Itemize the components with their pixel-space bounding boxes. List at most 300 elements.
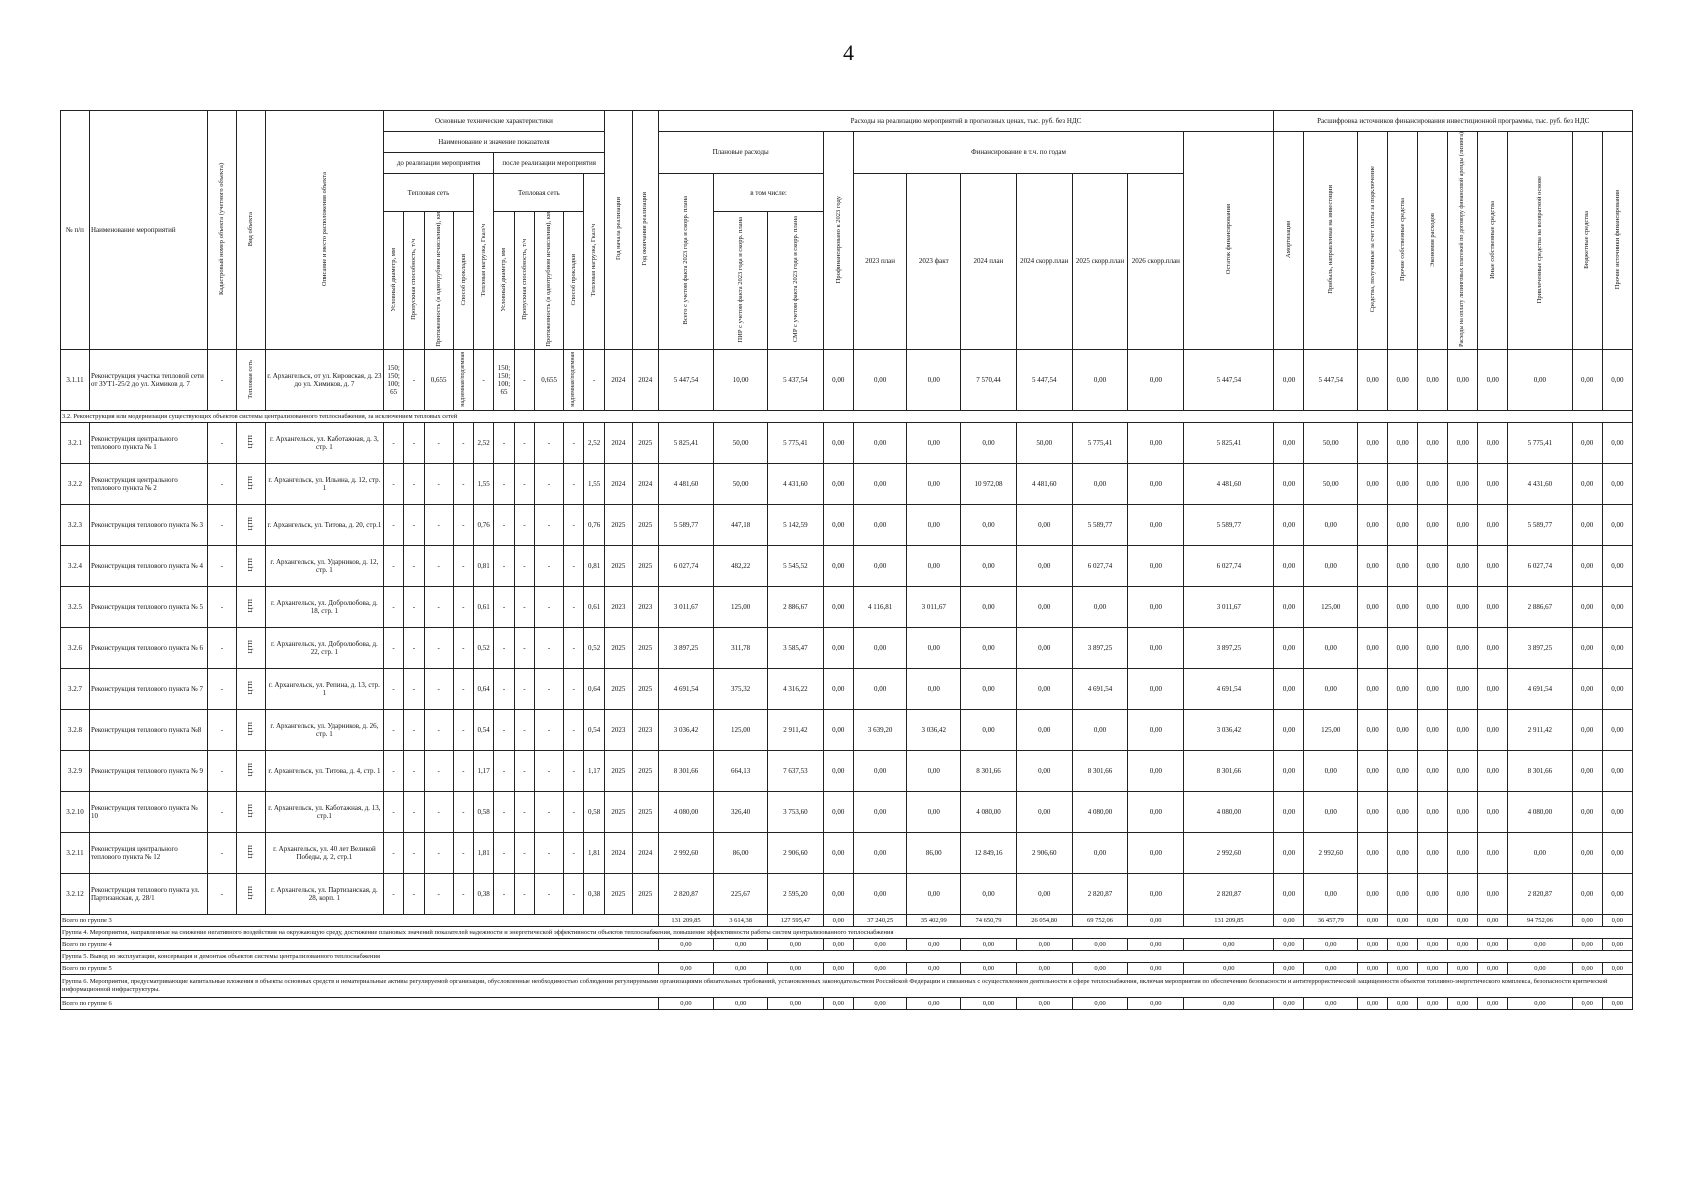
cell-value: 5 775,41 <box>1072 422 1128 463</box>
cell-value: 0,00 <box>1388 463 1418 504</box>
cell-cap2: - <box>514 545 534 586</box>
total-label: Всего по группе 5 <box>61 962 659 974</box>
cell-len: - <box>424 422 453 463</box>
cell-value: 0,00 <box>1388 627 1418 668</box>
cell-value: 225,67 <box>714 873 768 914</box>
cell-lay: - <box>453 586 473 627</box>
cell-cap: - <box>404 627 424 668</box>
cell-value: 2 820,87 <box>1184 873 1274 914</box>
cell-value: 5 447,54 <box>1304 349 1358 410</box>
total-value: 0,00 <box>658 997 714 1009</box>
total-value: 0,00 <box>823 938 853 950</box>
col-remain: Остаток финансирования <box>1184 132 1274 350</box>
cell-year-end: 2025 <box>632 750 658 791</box>
cell-year-end: 2025 <box>632 873 658 914</box>
total-value: 0,00 <box>1304 962 1358 974</box>
cell-value: 0,00 <box>823 709 853 750</box>
cell-value: 0,00 <box>1478 422 1508 463</box>
cell-diam: - <box>383 422 403 463</box>
cell-no: 3.2.4 <box>61 545 90 586</box>
cell-value: 2 911,42 <box>767 709 823 750</box>
cell-diam: - <box>383 668 403 709</box>
cell-value: 0,00 <box>1418 586 1448 627</box>
cell-value: 7 637,53 <box>767 750 823 791</box>
cell-value: 0,00 <box>1016 873 1072 914</box>
total-value: 0,00 <box>1508 962 1572 974</box>
cell-value: 4 431,60 <box>767 463 823 504</box>
cell-diam2: - <box>494 545 514 586</box>
cell-value: 0,00 <box>907 668 961 709</box>
cell-value: 0,00 <box>1072 832 1128 873</box>
col-2024-corr: 2024 скорр.план <box>1016 174 1072 350</box>
col-2026-corr: 2026 скорр.план <box>1128 174 1184 350</box>
cell-lay2: - <box>564 627 584 668</box>
cell-value: 0,00 <box>1478 349 1508 410</box>
total-value: 0,00 <box>1072 962 1128 974</box>
cell-cap2: - <box>514 832 534 873</box>
table-row <box>61 586 1633 627</box>
cell-value: 0,00 <box>1072 586 1128 627</box>
cell-value: 0,00 <box>1128 422 1184 463</box>
col-load-after: Тепловая нагрузка, Гкал/ч <box>584 174 605 350</box>
cell-value: 0,00 <box>1128 504 1184 545</box>
cell-value: 0,00 <box>1478 668 1508 709</box>
cell-lay2: - <box>564 463 584 504</box>
cell-year-end: 2025 <box>632 791 658 832</box>
table-row <box>61 545 1633 586</box>
cell-value: 2 992,60 <box>1304 832 1358 873</box>
cell-value: 0,00 <box>1358 750 1388 791</box>
cell-value: 0,00 <box>1274 504 1304 545</box>
cell-value: 0,00 <box>1602 668 1632 709</box>
cell-type-label: ЦТП <box>247 599 255 613</box>
cell-value: 3 897,25 <box>1072 627 1128 668</box>
cell-value: 4 481,60 <box>1184 463 1274 504</box>
cell-type <box>236 750 265 791</box>
cell-loc: г. Архангельск, ул. Ударников, д. 26, стр. 1 <box>265 709 383 750</box>
cell-diam: 150; 150; 100; 65 <box>383 349 403 410</box>
cell-value: 0,00 <box>823 791 853 832</box>
cell-len: 0,655 <box>424 349 453 410</box>
cell-value: 0,00 <box>1602 832 1632 873</box>
cell-lay2: - <box>564 586 584 627</box>
cell-value: 6 027,74 <box>1072 545 1128 586</box>
table-row <box>61 873 1633 914</box>
cell-value: 0,00 <box>1448 873 1478 914</box>
cell-cad: - <box>207 709 236 750</box>
group-row <box>61 950 1633 962</box>
cell-load: 0,52 <box>473 627 493 668</box>
cell-type <box>236 627 265 668</box>
cell-value: 0,00 <box>1274 627 1304 668</box>
cell-value: 4 080,00 <box>1508 791 1572 832</box>
cell-value: 0,00 <box>1388 709 1418 750</box>
cell-year-start: 2025 <box>604 504 632 545</box>
cell-value: 447,18 <box>714 504 768 545</box>
cell-value: 0,00 <box>1128 709 1184 750</box>
cell-name: Реконструкция теплового пункта № 6 <box>89 627 207 668</box>
group-row <box>61 926 1633 938</box>
cell-value: 3 011,67 <box>658 586 714 627</box>
cell-value: 0,00 <box>1602 791 1632 832</box>
cell-value: 0,00 <box>1388 791 1418 832</box>
cell-value: 0,00 <box>1478 709 1508 750</box>
cell-type <box>236 668 265 709</box>
total-value: 0,00 <box>1418 997 1448 1009</box>
cell-lay2: - <box>564 873 584 914</box>
cell-value: 0,00 <box>907 545 961 586</box>
cell-cap2: - <box>514 750 534 791</box>
cell-value: 5 825,41 <box>1184 422 1274 463</box>
cell-value: 0,00 <box>1016 750 1072 791</box>
cell-loc: г. Архангельск, ул. Добролюбова, д. 22, стр. 1 <box>265 627 383 668</box>
total-value: 0,00 <box>1304 997 1358 1009</box>
cell-value: 3 897,25 <box>1508 627 1572 668</box>
cell-no: 3.2.7 <box>61 668 90 709</box>
cell-value: 5 589,77 <box>1184 504 1274 545</box>
col-2023-plan: 2023 план <box>853 174 907 350</box>
cell-value: 0,00 <box>1508 832 1572 873</box>
cell-value: 0,00 <box>1388 873 1418 914</box>
cell-len: - <box>424 545 453 586</box>
cell-value: 0,00 <box>1016 504 1072 545</box>
col-borrowed: Привлеченные средства на возвратной основе <box>1508 132 1572 350</box>
cell-type <box>236 545 265 586</box>
cell-year-end: 2025 <box>632 627 658 668</box>
cell-value: 0,00 <box>1358 504 1388 545</box>
cell-load2: 0,54 <box>584 709 605 750</box>
cell-value: 0,00 <box>823 463 853 504</box>
cell-diam2: - <box>494 627 514 668</box>
cell-value: 3 897,25 <box>658 627 714 668</box>
cell-diam: - <box>383 463 403 504</box>
cell-load: 1,55 <box>473 463 493 504</box>
total-label: Всего по группе 4 <box>61 938 659 950</box>
cell-load: 1,81 <box>473 832 493 873</box>
cell-value: 0,00 <box>1016 709 1072 750</box>
cell-value: 0,00 <box>1418 832 1448 873</box>
cell-value: 5 825,41 <box>658 422 714 463</box>
total-value: 0,00 <box>1602 997 1632 1009</box>
total-value: 0,00 <box>961 997 1017 1009</box>
cell-value: 0,00 <box>1304 545 1358 586</box>
cell-value: 0,00 <box>1418 545 1448 586</box>
total-value: 0,00 <box>1358 914 1388 926</box>
cell-value: 0,00 <box>1274 873 1304 914</box>
cell-value: 0,00 <box>1128 873 1184 914</box>
cell-value: 0,00 <box>1128 627 1184 668</box>
cell-value: 326,40 <box>714 791 768 832</box>
cell-value: 5 142,59 <box>767 504 823 545</box>
cell-value: 0,00 <box>1128 349 1184 410</box>
cell-value: 0,00 <box>1418 750 1448 791</box>
col-costs: Расходы на реализацию мероприятий в прогнозных ценах, тыс. руб. без НДС <box>658 111 1274 132</box>
cell-year-start: 2025 <box>604 873 632 914</box>
total-value: 0,00 <box>1128 914 1184 926</box>
cell-value: 0,00 <box>1016 586 1072 627</box>
cell-value: 0,00 <box>907 791 961 832</box>
col-diam-before: Условный диаметр, мм <box>383 212 403 350</box>
cell-value: 0,00 <box>961 627 1017 668</box>
cell-type-label: ЦТП <box>247 845 255 859</box>
cell-cad: - <box>207 463 236 504</box>
cell-value: 0,00 <box>1016 791 1072 832</box>
cell-value: 5 447,54 <box>658 349 714 410</box>
cell-name: Реконструкция теплового пункта ул. Партизанская, д. 28/1 <box>89 873 207 914</box>
cell-len: - <box>424 832 453 873</box>
total-value: 0,00 <box>1358 938 1388 950</box>
cell-value: 0,00 <box>853 504 907 545</box>
cell-value: 125,00 <box>1304 586 1358 627</box>
cell-value: 0,00 <box>907 873 961 914</box>
cell-value: 8 301,66 <box>961 750 1017 791</box>
cell-type-label: ЦТП <box>247 763 255 777</box>
cell-loc: г. Архангельск, ул. Титова, д. 20, стр.1 <box>265 504 383 545</box>
cell-diam2: - <box>494 873 514 914</box>
cell-value: 2 820,87 <box>658 873 714 914</box>
cell-value: 0,00 <box>1358 709 1388 750</box>
cell-value: 125,00 <box>714 586 768 627</box>
total-value: 0,00 <box>658 938 714 950</box>
cell-year-end: 2025 <box>632 504 658 545</box>
cell-value: 4 316,22 <box>767 668 823 709</box>
total-value: 0,00 <box>823 914 853 926</box>
total-row <box>61 938 1633 950</box>
cell-value: 0,00 <box>823 750 853 791</box>
cell-len2: - <box>535 627 564 668</box>
total-value: 0,00 <box>1572 997 1602 1009</box>
cell-value: 0,00 <box>823 504 853 545</box>
cell-value: 3 753,60 <box>767 791 823 832</box>
total-value: 36 457,79 <box>1304 914 1358 926</box>
cell-value: 5 589,77 <box>1072 504 1128 545</box>
cell-cad: - <box>207 750 236 791</box>
cell-value: 0,00 <box>1388 349 1418 410</box>
cell-value: 0,00 <box>1508 349 1572 410</box>
total-value: 0,00 <box>1358 962 1388 974</box>
total-value: 0,00 <box>1016 962 1072 974</box>
cell-diam: - <box>383 791 403 832</box>
cell-year-end: 2024 <box>632 349 658 410</box>
total-value: 131 209,85 <box>658 914 714 926</box>
cell-loc: г. Архангельск, ул. Ильина, д. 12, стр. 1 <box>265 463 383 504</box>
cell-value: 0,00 <box>1572 349 1602 410</box>
cell-diam: - <box>383 709 403 750</box>
cell-cap: - <box>404 349 424 410</box>
cell-len: - <box>424 463 453 504</box>
total-value: 0,00 <box>853 962 907 974</box>
cell-value: 8 301,66 <box>1072 750 1128 791</box>
cell-value: 0,00 <box>823 422 853 463</box>
cell-value: 4 691,54 <box>1184 668 1274 709</box>
total-value: 0,00 <box>907 938 961 950</box>
cell-name: Реконструкция центрального теплового пункта № 12 <box>89 832 207 873</box>
cell-load2: 0,81 <box>584 545 605 586</box>
cell-len: - <box>424 709 453 750</box>
cell-len2: - <box>535 709 564 750</box>
cell-no: 3.2.3 <box>61 504 90 545</box>
cell-load: 1,17 <box>473 750 493 791</box>
cell-value: 86,00 <box>907 832 961 873</box>
cell-value: 0,00 <box>853 791 907 832</box>
cell-value: 4 080,00 <box>658 791 714 832</box>
cell-value: 0,00 <box>1418 627 1448 668</box>
cell-len2: - <box>535 504 564 545</box>
total-value: 0,00 <box>1602 914 1632 926</box>
cell-value: 6 027,74 <box>658 545 714 586</box>
col-leasing: Расходы на оплату лизинговых платежей по договору финансовой аренды (лизинга) <box>1448 132 1478 350</box>
cell-value: 0,00 <box>1572 873 1602 914</box>
cell-year-end: 2025 <box>632 545 658 586</box>
cell-lay: - <box>453 627 473 668</box>
cell-lay: - <box>453 504 473 545</box>
cell-cap: - <box>404 750 424 791</box>
cell-value: 3 011,67 <box>1184 586 1274 627</box>
cell-value: 0,00 <box>1304 668 1358 709</box>
col-savings: Экономия расходов <box>1418 132 1448 350</box>
cell-value: 0,00 <box>1358 832 1388 873</box>
cell-value: 12 849,16 <box>961 832 1017 873</box>
cell-value: 5 589,77 <box>1508 504 1572 545</box>
cell-lay2: - <box>564 832 584 873</box>
total-value: 0,00 <box>1478 997 1508 1009</box>
cell-value: 0,00 <box>1602 349 1632 410</box>
total-value: 0,00 <box>1508 997 1572 1009</box>
total-value: 0,00 <box>658 962 714 974</box>
cell-diam: - <box>383 545 403 586</box>
cell-value: 0,00 <box>1274 349 1304 410</box>
cell-diam: - <box>383 873 403 914</box>
cell-value: 3 011,67 <box>907 586 961 627</box>
cell-load: 0,64 <box>473 668 493 709</box>
cell-lay: - <box>453 832 473 873</box>
cell-value: 0,00 <box>1572 750 1602 791</box>
cell-value: 4 080,00 <box>961 791 1017 832</box>
cell-value: 482,22 <box>714 545 768 586</box>
cell-value: 2 906,60 <box>767 832 823 873</box>
cell-value: 0,00 <box>1572 545 1602 586</box>
total-row <box>61 997 1633 1009</box>
cell-value: 0,00 <box>907 504 961 545</box>
total-value: 0,00 <box>714 938 768 950</box>
cell-diam2: - <box>494 422 514 463</box>
cell-value: 0,00 <box>1448 504 1478 545</box>
table-row <box>61 791 1633 832</box>
cell-name: Реконструкция теплового пункта № 10 <box>89 791 207 832</box>
cell-value: 0,00 <box>1016 668 1072 709</box>
total-value: 0,00 <box>1448 997 1478 1009</box>
total-value: 0,00 <box>767 938 823 950</box>
cell-value: 5 447,54 <box>1016 349 1072 410</box>
cell-no: 3.2.8 <box>61 709 90 750</box>
col-before: до реализации мероприятия <box>383 153 493 174</box>
cell-cap2: - <box>514 463 534 504</box>
total-value: 0,00 <box>1388 914 1418 926</box>
cell-type-label: ЦТП <box>247 558 255 572</box>
cell-value: 4 481,60 <box>1016 463 1072 504</box>
cell-value: 0,00 <box>961 422 1017 463</box>
total-value: 69 752,06 <box>1072 914 1128 926</box>
section-row <box>61 410 1633 422</box>
cell-type <box>236 791 265 832</box>
table-row <box>61 463 1633 504</box>
cell-value: 0,00 <box>1388 832 1418 873</box>
total-value: 0,00 <box>1388 997 1418 1009</box>
cell-value: 6 027,74 <box>1508 545 1572 586</box>
total-value: 0,00 <box>1128 997 1184 1009</box>
cell-lay2: - <box>564 545 584 586</box>
cell-value: 0,00 <box>961 586 1017 627</box>
cell-value: 0,00 <box>1572 709 1602 750</box>
cell-loc: г. Архангельск, ул. Репина, д. 13, стр. 1 <box>265 668 383 709</box>
cell-value: 0,00 <box>1602 545 1632 586</box>
cell-cap2: - <box>514 627 534 668</box>
cell-loc: г. Архангельск, ул. Добролюбова, д. 18, стр. 1 <box>265 586 383 627</box>
cell-value: 50,00 <box>1304 422 1358 463</box>
cell-year-end: 2025 <box>632 422 658 463</box>
cell-load2: 1,17 <box>584 750 605 791</box>
cell-value: 2 886,67 <box>1508 586 1572 627</box>
cell-value: 0,00 <box>1128 545 1184 586</box>
cell-loc: г. Архангельск, ул. Титова, д. 4, стр. 1 <box>265 750 383 791</box>
cell-value: 0,00 <box>853 832 907 873</box>
cell-value: 2 992,60 <box>1184 832 1274 873</box>
cell-value: 0,00 <box>853 463 907 504</box>
cell-lay: - <box>453 709 473 750</box>
col-heatnet-after: Тепловая сеть <box>494 174 584 212</box>
cell-value: 0,00 <box>1128 586 1184 627</box>
cell-type <box>236 586 265 627</box>
cell-value: 0,00 <box>1572 832 1602 873</box>
col-2023-fact: 2023 факт <box>907 174 961 350</box>
col-lay-after: Способ прокладки <box>564 212 584 350</box>
cell-cad: - <box>207 545 236 586</box>
col-total-fact: Всего с учетом факта 2023 года и скорр. плана <box>658 174 714 350</box>
cell-diam2: - <box>494 504 514 545</box>
cell-value: 0,00 <box>1572 586 1602 627</box>
cell-type-label: ЦТП <box>247 804 255 818</box>
total-value: 0,00 <box>1448 938 1478 950</box>
cell-load: 0,38 <box>473 873 493 914</box>
total-value: 74 650,79 <box>961 914 1017 926</box>
cell-value: 0,00 <box>1448 463 1478 504</box>
cell-cap: - <box>404 504 424 545</box>
cell-value: 0,00 <box>1448 709 1478 750</box>
table-row <box>61 349 1633 410</box>
cell-no: 3.2.6 <box>61 627 90 668</box>
cell-value: 3 036,42 <box>1184 709 1274 750</box>
cell-value: 0,00 <box>1358 545 1388 586</box>
cell-cap: - <box>404 832 424 873</box>
total-value: 0,00 <box>1016 938 1072 950</box>
cell-value: 4 691,54 <box>1072 668 1128 709</box>
cell-value: 0,00 <box>1448 791 1478 832</box>
cell-value: 0,00 <box>1418 422 1448 463</box>
col-budget: Бюджетные средства <box>1572 132 1602 350</box>
col-own-misc: Иные собственные средства <box>1478 132 1508 350</box>
cell-loc: г. Архангельск, ул. Ударников, д. 12, стр. 1 <box>265 545 383 586</box>
cell-type <box>236 709 265 750</box>
cell-cad: - <box>207 668 236 709</box>
total-value: 0,00 <box>1274 997 1304 1009</box>
cell-value: 0,00 <box>1572 627 1602 668</box>
cell-type <box>236 422 265 463</box>
cell-value: 0,00 <box>1478 750 1508 791</box>
cell-value: 5 447,54 <box>1184 349 1274 410</box>
table-row <box>61 668 1633 709</box>
col-sources: Расшифровка источников финансирования инвестиционной программы, тыс. руб. без НДС <box>1274 111 1633 132</box>
cell-len: - <box>424 750 453 791</box>
